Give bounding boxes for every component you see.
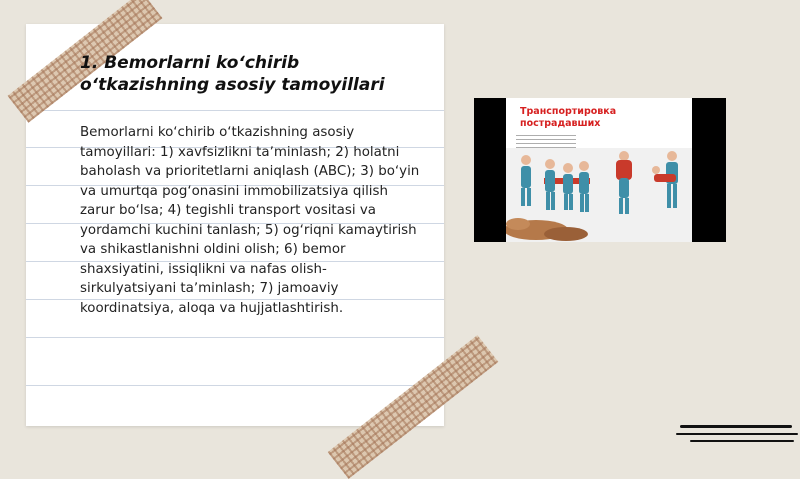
paper-rule-line [26,337,444,338]
decorative-stroke [680,425,792,428]
paper-rule-line [26,110,444,111]
transport-illustration [474,98,726,242]
illustration-scene [506,148,692,242]
illustration-title: Транспортировка пострадавших [520,106,617,129]
decorative-stroke [676,433,798,435]
slide-title: 1. Bemorlarni koʻchirib oʻtkazishning asosiy tamoyillari [80,53,385,95]
paper-rule-line [26,385,444,386]
slide-body-text: Bemorlarni koʻchirib oʻtkazishning asosiy tamoyillari: 1) xavfsizlikni taʼminlash; 2) holatni baholash va prioritetlarni aniqlash (ABC); 3) boʻyin va umurtqa pogʻonasini immobilizatsiya qilish zarur boʻlsa; 4) tegishli transport vositasi va yordamchi kuchini tanlash; 5) ogʻriqni kamaytirish va shikastlanishni oldini olish; 6) bemor shaxsiyatini, issiqlikni va nafas olish-sirkulyatsiyani taʼminlash; 7) jamoaviy koordinatsiya, aloqa va hujjatlashtirish. [80,125,420,316]
illustration-caption-lines [516,134,576,148]
decorative-stroke [690,440,794,442]
rescuers-carrying-victims-drawing [506,148,692,242]
illustration-frame [506,98,692,242]
